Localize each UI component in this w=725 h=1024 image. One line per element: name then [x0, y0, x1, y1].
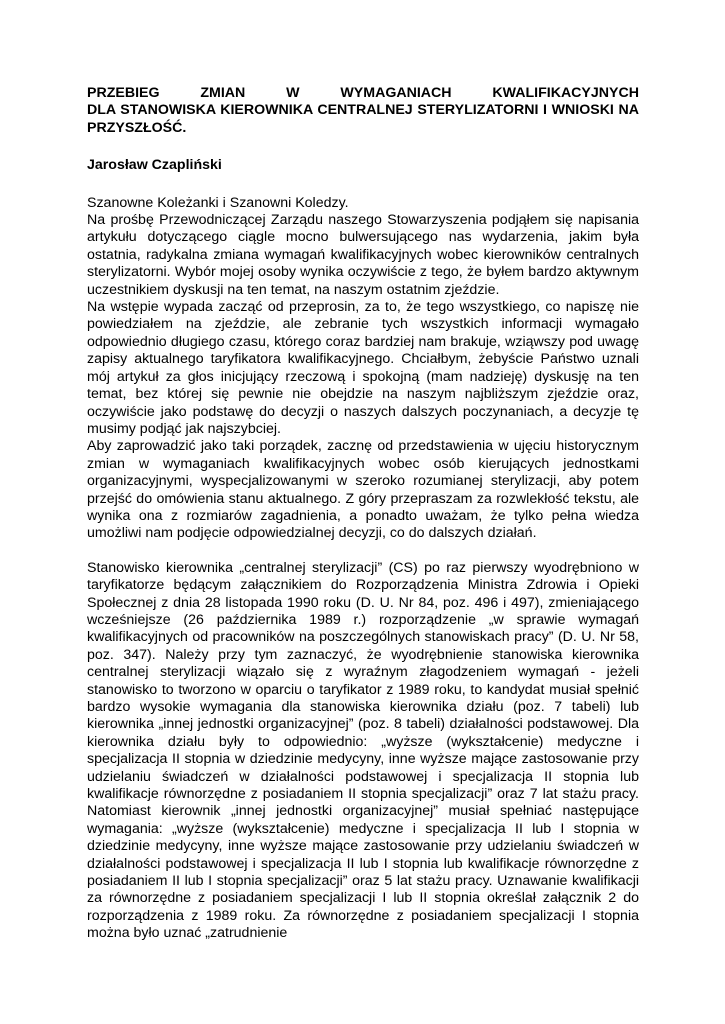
paragraph-2: Na wstępie wypada zacząć od przeprosin, za to, że tego wszystkiego, co napiszę nie powiedziałem na zjeździe, ale zebranie tych wszystkich informacji wymagało odpowiednio długiego czasu, którego coraz bardziej nam brakuje, wziąwszy pod uwagę zapisy aktualnego taryfikatora kwalifikacyjnego. Chciałbym, żebyście Państwo uznali mój artykuł za głos inicjujący rzeczową i spokojną (mam nadzieję) dyskusję na ten temat, bez której się pewnie nie obejdzie na naszym najbliższym zjeździe oraz, oczywiście jako podstawę do decyzji o naszych dalszych poczynaniach, a decyzje tę musimy podjąć jak najszybciej.	[87, 299, 639, 437]
salutation: Szanowne Koleżanki i Szanowni Koledzy.	[87, 194, 349, 211]
paragraph-3: Aby zaprowadzić jako taki porządek, zacznę od przedstawienia w ujęciu historycznym zmian w wymaganiach kwalifikacyjnych wobec osób kierujących jednostkami organizacyjnymi, wyspecjalizowanymi w szeroko rozumianej sterylizacji, aby potem przejść do omówienia stanu aktualnego. Z góry przepraszam za rozwlekłość tekstu, ale wynika ona z rozmiarów zagadnienia, a ponadto uważam, że tylko pełna wiedza umożliwi nam podjęcie odpowiedzialnej decyzji, co do dalszych działań.	[87, 438, 639, 542]
title-line-rest: DLA STANOWISKA KIEROWNIKA CENTRALNEJ STERYLIZATORNI I WNIOSKI NA PRZYSZŁOŚĆ.	[87, 102, 639, 136]
author-name: Jarosław Czapliński	[87, 157, 222, 174]
paragraph-4: Stanowisko kierownika „centralnej sterylizacji” (CS) po raz pierwszy wyodrębniono w taryfikatorze będącym załącznikiem do Rozporządzenia Ministra Zdrowia i Opieki Społecznej z dnia 28 listopada 1990 roku (D. U. Nr 84, poz. 496 i 497), zmieniającego wcześniejsze (26 października 1989 r.) rozporządzenie „w sprawie wymagań kwalifikacyjnych od pracowników na poszczególnych stanowiskach pracy” (D. U. Nr 58, poz. 347). Należy przy tym zaznaczyć, że wyodrębnienie stanowiska kierownika centralnej sterylizacji wiązało się z wyraźnym złagodzeniem wymagań - jeżeli stanowisko to tworzono w oparciu o taryfikator z 1989 roku, to kandydat musiał spełnić bardzo wysokie wymagania dla stanowiska kierownika działu (poz. 7 tabeli) lub kierownika „innej jednostki organizacyjnej” (poz. 8 tabeli) działalności podstawowej. Dla kierownika działu były to odpowiednio: „wyższe (wykształcenie) medyczne i specjalizacja II stopnia w dziedzinie medycyny, inne wyższe mające zastosowanie przy udzielaniu świadczeń w działalności podstawowej i specjalizacja II stopnia lub kwalifikacje równorzędne z posiadaniem II stopnia specjalizacji” oraz 7 lat stażu pracy. Natomiast kierownik „innej jednostki organizacyjnej” musiał spełniać następujące wymagania: „wyższe (wykształcenie) medyczne i specjalizacja II lub I stopnia w dziedzinie medycyny, inne wyższe mające zastosowanie przy udzielaniu świadczeń w działalności podstawowej i specjalizacja II lub I stopnia lub kwalifikacje równorzędne z posiadaniem II lub I stopnia specjalizacji” oraz 5 lat stażu pracy. Uznawanie kwalifikacji za równorzędne z posiadaniem specjalizacji I lub II stopnia określał załącznik 2 do rozporządzenia z 1989 roku. Za równorzędne z posiadaniem specjalizacji I stopnia można było uznać „zatrudnienie	[87, 559, 639, 942]
document-page	[87, 85, 639, 943]
document-title	[87, 85, 639, 137]
title-line-1: PRZEBIEG ZMIAN W WYMAGANIACH KWALIFIKACYJNYCH	[87, 85, 639, 101]
paragraph-1: Na prośbę Przewodniczącej Zarządu naszego Stowarzyszenia podjąłem się napisania artykułu dotyczącego ciągle mocno bulwersującego nas wydarzenia, jakim była ostatnia, radykalna zmiana wymagań kwalifikacyjnych wobec kierowników centralnych sterylizatorni. Wybór mojej osoby wynika oczywiście z tego, że byłem bardzo aktywnym uczestnikiem dyskusji na ten temat, na naszym ostatnim zjeździe.	[87, 212, 639, 298]
